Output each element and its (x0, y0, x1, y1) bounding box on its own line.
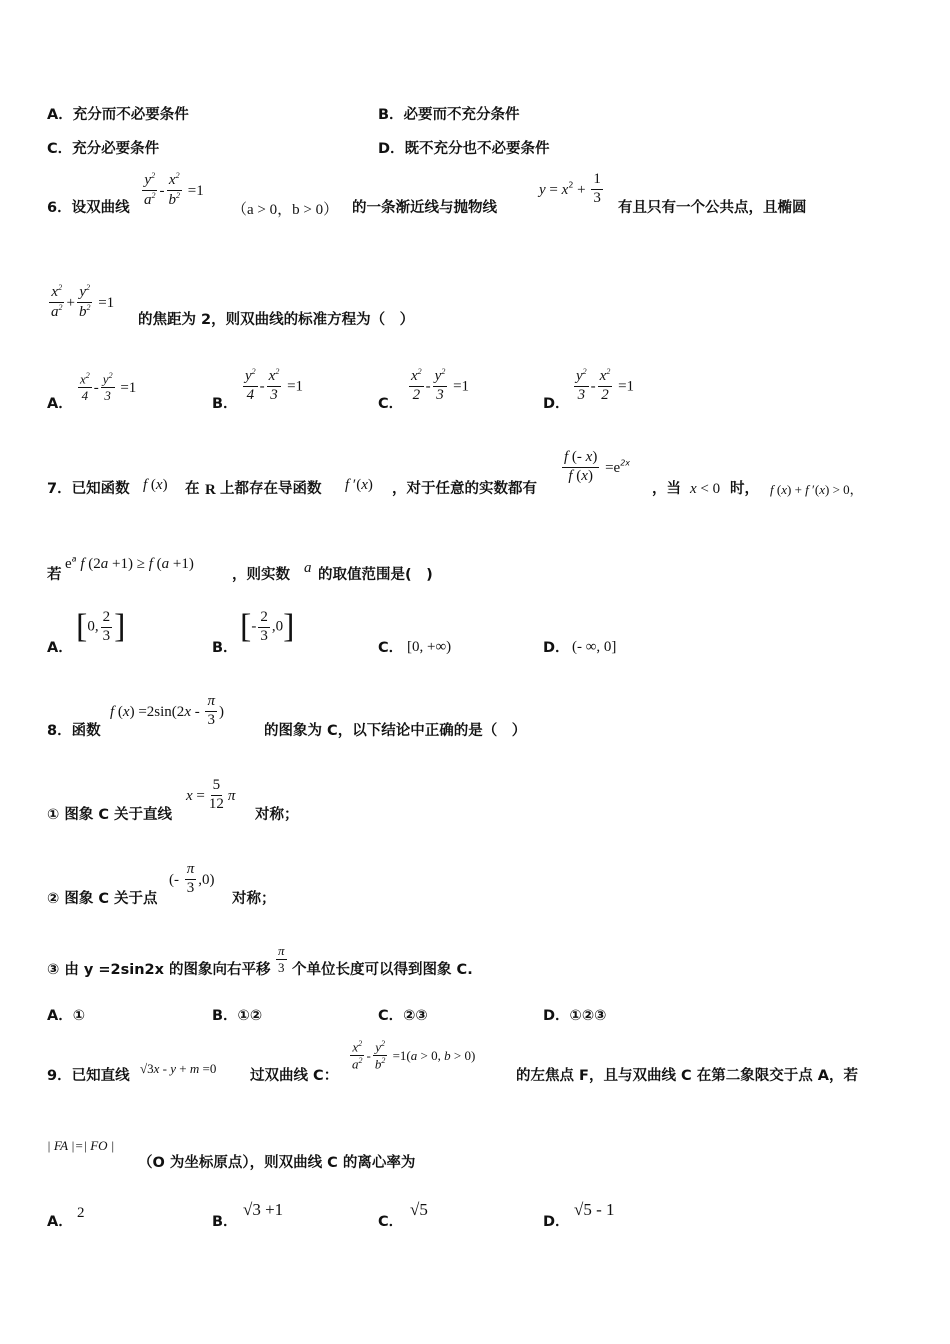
q7-line2-b: ，则实数 (232, 567, 290, 583)
q6-number: 6．设双曲线 (47, 200, 130, 216)
q9-option-b-value: √3 +1 (243, 1200, 284, 1219)
q7-line2-c: 的取值范围是( ) (318, 567, 433, 583)
q7-R: R (205, 482, 216, 498)
q8-option-b: B．①② (212, 1008, 263, 1024)
q9-option-c-label: C． (378, 1214, 404, 1230)
q5-option-c: C．充分必要条件 (47, 141, 160, 157)
q7-text5: 时， (730, 481, 759, 497)
q6-text1: 的一条渐近线与抛物线 (352, 200, 497, 216)
q9-text2: 的左焦点 F，且与双曲线 C 在第二象限交于点 A，若 (516, 1068, 858, 1084)
q8-statement-3a: ③ 由 y =2sin2x 的图象向右平移 (47, 962, 271, 978)
q9-hyperbola-equation: $\frac{x^2}{a^2}$ - $\frac{y^2}{b^2}$ =1(a > 0, b > 0) (352, 1039, 476, 1072)
q7-option-a-interval: [0, $\frac{2}{3}$ ] (76, 608, 126, 645)
q8-statement-2b: 对称； (232, 891, 276, 907)
q7-option-b-label: B． (212, 640, 238, 656)
q6-text3: 的焦距为 2，则双曲线的标准方程为（ ） (138, 312, 415, 328)
q7-option-d-label: D． (543, 640, 570, 656)
q9-number: 9．已知直线 (47, 1068, 130, 1084)
q9-condition: | FA |=| FO | (47, 1138, 115, 1153)
q9-line2: （O 为坐标原点），则双曲线 C 的离心率为 (138, 1155, 416, 1171)
q7-option-c-interval: [0, +∞) (407, 639, 452, 655)
q6-option-d-label: D． (543, 396, 570, 412)
q7-x-lt-0: x < 0 (690, 481, 721, 497)
q6-ellipse-equation: $\frac{x^2}{a^2}$ + $\frac{y^2}{b^2}$ =1 (51, 283, 115, 320)
q9-option-a-label: A． (47, 1214, 73, 1230)
q7-text4: ，当 (652, 481, 681, 497)
q5-option-a: A．充分而不必要条件 (47, 107, 189, 123)
q9-line-equation: √3x - y + m =0 (140, 1061, 217, 1076)
q9-option-d-label: D． (543, 1214, 570, 1230)
q7-option-b-interval: [- $\frac{2}{3}$ ,0] (240, 608, 295, 645)
q8-text1: 的图象为 C，以下结论中正确的是（ ） (264, 723, 527, 739)
q6-text2: 有且只有一个公共点，且椭圆 (618, 200, 807, 216)
q7-option-c-label: C． (378, 640, 404, 656)
q9-option-b-label: B． (212, 1214, 238, 1230)
q8-statement-2a: ② 图象 C 关于点 (47, 891, 158, 907)
q9-option-c-value: √5 (410, 1200, 428, 1219)
q9-option-d-value: √5 - 1 (574, 1200, 615, 1219)
q7-text2: 上都存在导函数 (220, 481, 322, 497)
q8-statement-2-point: (- $\frac{\pi}{3}$ ,0) (169, 861, 215, 896)
q7-condition-inequality: $e^a$ f (2a +1) ≥ f (a +1) (65, 554, 194, 572)
q7-line2-if: 若 (47, 567, 62, 583)
q6-condition: （a > 0，b > 0） (232, 202, 339, 218)
q6-option-c-formula: $\frac{x^2}{2}$ - $\frac{y^2}{3}$ =1 (411, 367, 470, 403)
q7-a: a (304, 560, 312, 576)
q8-function: f (x) =2sin(2x - $\frac{\pi}{3}$ ) (110, 693, 224, 728)
q9-text1: 过双曲线 C： (250, 1068, 339, 1084)
q8-number: 8．函数 (47, 723, 101, 739)
q6-option-d-formula: $\frac{y^2}{3}$ - $\frac{x^2}{2}$ =1 (576, 367, 635, 403)
q8-statement-3-shift: $\frac{\pi}{3}$ (278, 943, 285, 975)
q6-parabola-equation: $y = x^2$ + $\frac{1}{3}$ (539, 171, 601, 206)
q7-option-a-label: A． (47, 640, 73, 656)
q7-sum-inequality: f (x) + f ′(x) > 0， (770, 482, 863, 497)
q8-statement-1a: ① 图象 C 关于直线 (47, 807, 173, 823)
q7-text1: 在 (185, 481, 200, 497)
q8-option-a: A．① (47, 1008, 85, 1024)
q8-statement-1-line: x = $\frac{5}{12}$ π (186, 777, 236, 812)
q6-option-a-formula: $\frac{x^2}{4}$ - $\frac{y^2}{3}$ =1 (80, 371, 137, 403)
q5-option-d: D．既不充分也不必要条件 (378, 141, 550, 157)
q7-number: 7．已知函数 (47, 481, 130, 497)
q6-option-b-label: B． (212, 396, 238, 412)
q8-statement-1b: 对称； (255, 807, 299, 823)
q7-option-d-interval: (- ∞, 0] (572, 639, 617, 655)
q8-option-d: D．①②③ (543, 1008, 607, 1024)
q6-hyperbola-equation: $\frac{y^2}{a^2}$ - $\frac{x^2}{b^2}$ =1 (144, 171, 204, 208)
q5-option-b: B．必要而不充分条件 (378, 107, 520, 123)
q7-text3: ，对于任意的实数都有 (392, 481, 537, 497)
q7-fprime: f ′(x) (345, 477, 373, 493)
q8-option-c: C．②③ (378, 1008, 428, 1024)
q6-option-c-label: C． (378, 396, 404, 412)
q7-fx: f (x) (143, 477, 168, 493)
q6-option-a-label: A． (47, 396, 73, 412)
q8-statement-3b: 个单位长度可以得到图象 C. (292, 962, 473, 978)
q7-ratio-equation: $\frac{f (- x)}{f (x)}$ $=e^{2x}$ (564, 449, 631, 484)
q6-option-b-formula: $\frac{y^2}{4}$ - $\frac{x^2}{3}$ =1 (245, 367, 304, 403)
q9-option-a-value: 2 (77, 1205, 85, 1221)
